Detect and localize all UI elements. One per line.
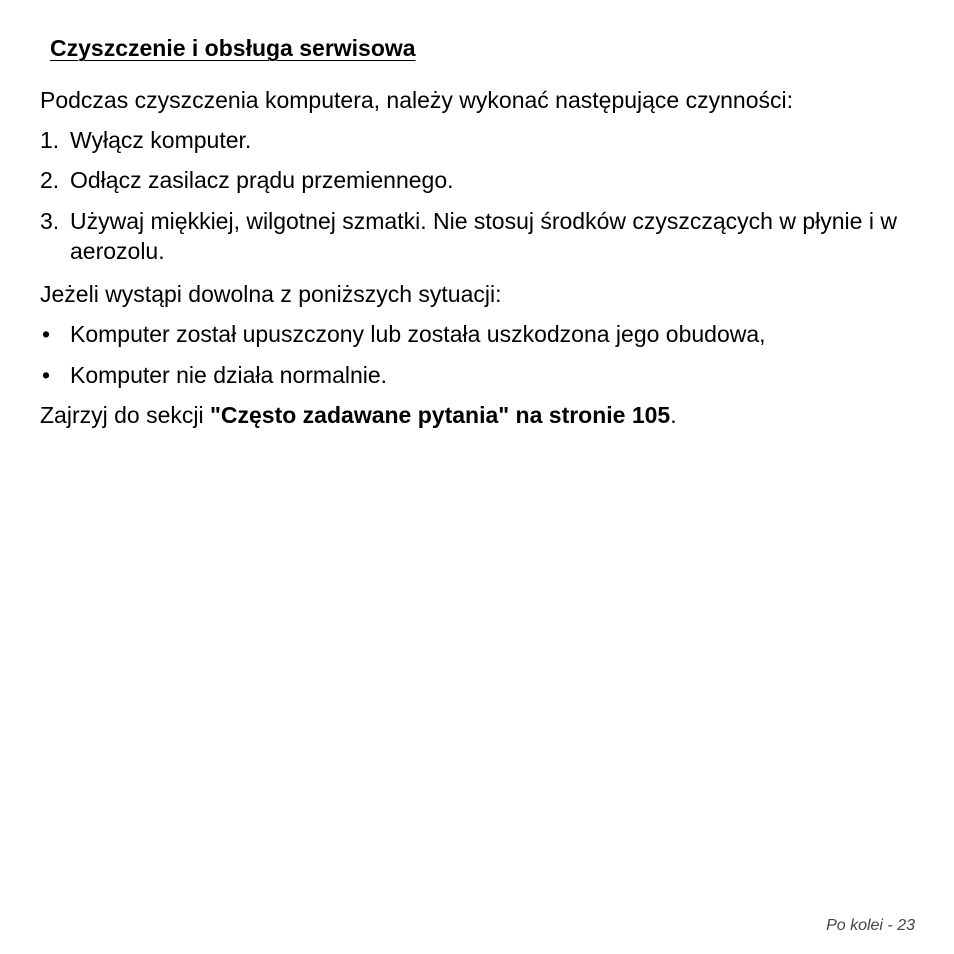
step-number: 2.	[40, 167, 60, 193]
step-number: 1.	[40, 127, 60, 153]
step-number: 3.	[40, 208, 60, 234]
reference-prefix: Zajrzyj do sekcji	[40, 402, 210, 428]
step-text: Używaj miękkiej, wilgotnej szmatki. Nie stosuj środków czyszczących w płynie i w aerozolu.	[70, 208, 897, 264]
step-text: Wyłącz komputer.	[70, 127, 252, 153]
reference-paragraph	[40, 400, 677, 430]
step-text: Odłącz zasilacz prądu przemiennego.	[70, 167, 454, 193]
bullet-marker: •	[42, 321, 51, 347]
intro-paragraph: Podczas czyszczenia komputera, należy wykonać następujące czynności:	[40, 87, 793, 113]
bullet-text: Komputer został upuszczony lub została uszkodzona jego obudowa,	[70, 321, 766, 347]
bullet-marker: •	[42, 362, 51, 388]
situations-intro: Jeżeli wystąpi dowolna z poniższych sytuacji:	[40, 281, 502, 307]
section-heading: Czyszczenie i obsługa serwisowa	[50, 35, 416, 61]
faq-cross-reference-link[interactable]: "Często zadawane pytania" na stronie 105	[209, 402, 671, 428]
reference-suffix: .	[670, 402, 677, 428]
bullet-text: Komputer nie działa normalnie.	[70, 362, 388, 388]
page-footer: Po kolei - 23	[826, 917, 915, 934]
